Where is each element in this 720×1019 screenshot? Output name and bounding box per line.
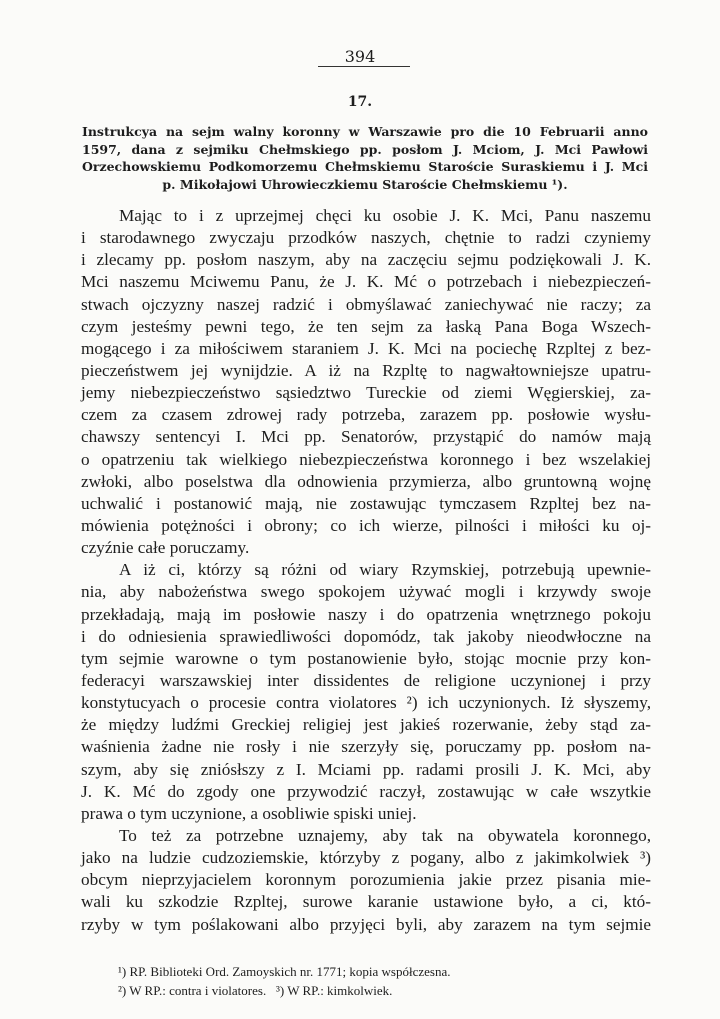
body-line: To też za potrzebne uznajemy, aby tak na obywatela koronnego,: [119, 825, 651, 845]
body-line: zwłoki, albo poselstwa dla odnowienia przymierza, albo gruntowną wojnę: [81, 471, 651, 491]
body-line: Mając to i z uprzejmej chęci ku osobie J. K. Mci, Panu naszemu: [119, 206, 651, 225]
body-line: że między ludźmi Greckiej religiej jest jakieś rozerwanie, żeby stąd za-: [81, 715, 651, 735]
body-line: wali ku szkodzie Rzpltej, surowe karanie ustawione było, a ci, któ-: [81, 892, 651, 912]
heading-line: Instrukcya na sejm walny koronny w Warszawie pro die 10 Februarii anno: [82, 124, 648, 139]
body-line: szym, aby się zniósłszy z I. Mciami pp. radami prosili J. K. Mci, aby: [81, 759, 651, 779]
body-line: czem za czasem zdrowej rady potrzeba, zarazem pp. posłowie wysłu-: [81, 405, 651, 425]
body-line: i do odniesienia sprawiedliwości dopomódz, tak jakoby nieodwłoczne na: [81, 626, 651, 646]
footnotes: [118, 962, 658, 1000]
body-line: pieczeństwem jej wynijdzie. A iż na Rzpltę to nagwałtowniejsze upatru-: [81, 360, 651, 380]
page-number: 394: [344, 47, 376, 66]
heading-line: Orzechowskiemu Podkomorzemu Chełmskiemu Staroście Suraskiemu i J. Mci: [82, 159, 648, 174]
body-line: konstytucyach o procesie contra violatores ²) ich uczynionych. Iż słyszemy,: [81, 693, 651, 713]
body-line: J. K. Mć do zgody one przywodzić raczył, zostawując w całe wszytkie: [81, 781, 651, 801]
document-number: 17.: [347, 94, 373, 110]
body-line: stwach ojczyzny naszej radzić i obmyślawać zaniechywać nie raczy; za: [81, 294, 651, 314]
body-line: o opatrzeniu tak wielkiego niebezpieczeństwa koronnego i bez wszelakiej: [81, 449, 651, 469]
body-line: A iż ci, którzy są różni od wiary Rzymskiej, potrzebują upewnie-: [119, 560, 651, 580]
body-line: czym jesteśmy pewni tego, że ten sejm za łaską Pana Boga Wszech-: [81, 316, 651, 336]
body-line: tym sejmie warowne o tym postanowienie było, stojąc mocnie przy kon-: [81, 648, 651, 668]
body-line: nia, aby nabożeństwa swego spokojem używać mogli i krzywdy swoje: [81, 582, 651, 602]
body-line: federacyi warszawskiej inter dissidentes de religione uczynionej i przy: [81, 670, 651, 690]
heading-line: 1597, dana z sejmiku Chełmskiego pp. posłom J. Mciom, J. Mci Pawłowi: [82, 141, 648, 157]
body-line: przekładają, mają im posłowie naszy i do opatrzenia wnętrznego pokoju: [81, 604, 651, 624]
body-line: czyźnie całe poruczamy.: [81, 538, 250, 558]
body-line: rzyby w tym poślakowani albo przyjęci byli, aby zarazem na tym sejmie: [81, 914, 651, 934]
body-line: obcym nieprzyjacielem koronnym porozumienia jakie przez pisania mie-: [81, 870, 651, 890]
body-line: i zlecamy pp. posłom naszym, aby na zaczęciu sejmu podziękowali J. K.: [81, 250, 651, 270]
page-number-rule: [318, 66, 410, 67]
body-line: jemy niebezpieczeństwo sąsiedztwo Tureckie od ziemi Węgierskiej, za-: [81, 383, 651, 403]
document-heading: [82, 123, 648, 193]
body-line: waśnienia żadne nie rosły i nie szerzyły się, poruczamy pp. posłom na-: [81, 737, 651, 757]
body-line: chawszy sentencyi I. Mci pp. Senatorów, przystąpić do namów mają: [81, 427, 651, 447]
heading-line: p. Mikołajowi Uhrowieczkiemu Staroście Chełmskiemu ¹).: [162, 176, 568, 192]
body-line: mówienia potężności i obrony; co ich wierze, pilności i miłości ku oj-: [81, 515, 651, 535]
body-line: prawa o tym uczynione, a osobliwie spiski uniej.: [81, 803, 417, 823]
body-line: uchwalić i postanowić mają, nie zostawując tymczasem Rzpltej bez na-: [81, 493, 651, 513]
body-line: i starodawnego zwyczaju przodków naszych, chętnie to radzi czyniemy: [81, 228, 651, 248]
body-line: jako na ludzie cudzoziemskie, którzyby z pogany, albo z jakimkolwiek ³): [81, 848, 651, 868]
body-line: mogącego i za miłościwem staraniem J. K. Mci na pociechę Rzpltej z bez-: [81, 338, 651, 358]
body-text: [81, 205, 651, 936]
footnote: ¹) RP. Biblioteki Ord. Zamoyskich nr. 1771; kopia współczesna.: [118, 964, 451, 979]
footnote: ²) W RP.: contra i violatores. ³) W RP.: kimkolwiek.: [118, 983, 393, 998]
body-line: Mci naszemu Mciwemu Panu, że J. K. Mć o potrzebach i niebezpieczeń-: [81, 272, 651, 292]
